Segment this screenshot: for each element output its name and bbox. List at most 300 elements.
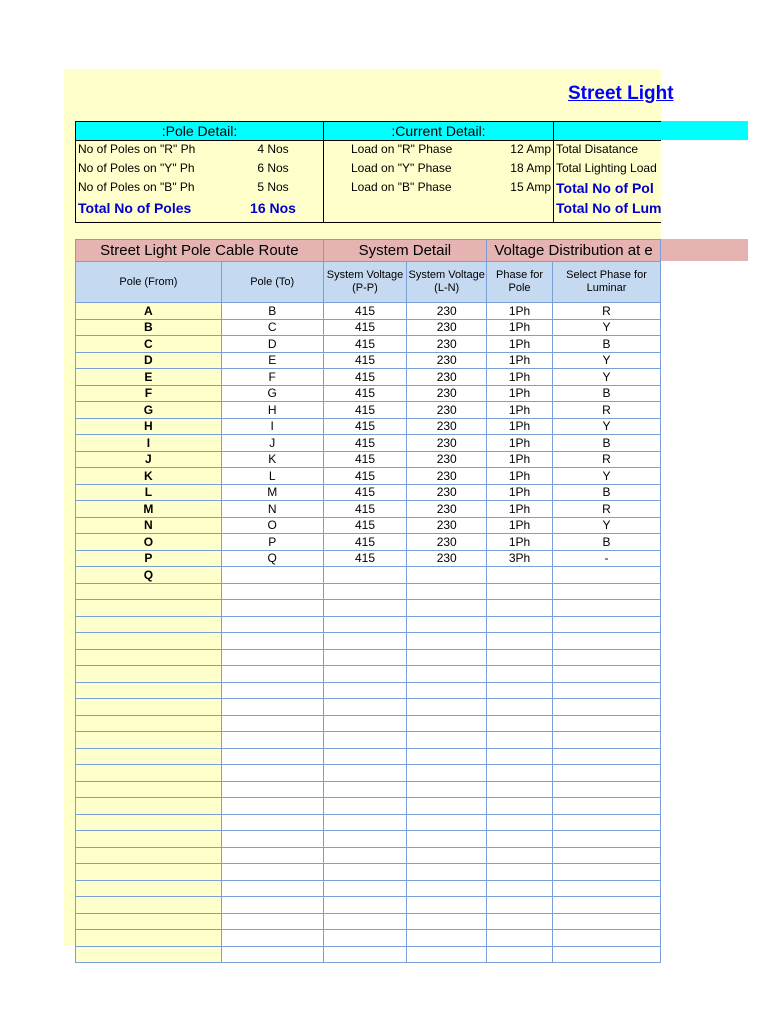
cell-pole-from[interactable]: Q bbox=[76, 567, 222, 584]
cell-pole-to[interactable]: O bbox=[221, 517, 323, 534]
cell-pole-to[interactable] bbox=[221, 781, 323, 798]
cell-phase-luminar[interactable] bbox=[553, 649, 661, 666]
cell-pole-to[interactable]: G bbox=[221, 385, 323, 402]
cell-phase-luminar[interactable] bbox=[553, 567, 661, 584]
pole-b-value: 5 Nos bbox=[257, 180, 289, 194]
cell-phase-pole[interactable] bbox=[487, 781, 553, 798]
cell-pole-from[interactable]: G bbox=[76, 402, 222, 419]
col-header-pole-to[interactable]: Pole (To) bbox=[221, 262, 323, 303]
cell-phase-luminar[interactable]: R bbox=[553, 501, 661, 518]
cell-phase-pole[interactable]: 1Ph bbox=[487, 319, 553, 336]
table-row bbox=[76, 451, 661, 468]
cell-pole-to[interactable] bbox=[221, 864, 323, 881]
table-row bbox=[76, 550, 661, 567]
table-row bbox=[76, 616, 661, 633]
cell-pole-to[interactable] bbox=[221, 847, 323, 864]
cell-voltage-pp[interactable]: 415 bbox=[323, 385, 407, 402]
cell-pole-to[interactable] bbox=[221, 649, 323, 666]
table-row bbox=[76, 600, 661, 617]
cell-phase-luminar[interactable] bbox=[553, 897, 661, 914]
summary-block bbox=[75, 121, 661, 223]
cell-phase-pole[interactable] bbox=[487, 616, 553, 633]
table-row bbox=[76, 501, 661, 518]
cell-voltage-pp[interactable] bbox=[323, 732, 407, 749]
table-row bbox=[76, 567, 661, 584]
cell-phase-pole[interactable] bbox=[487, 600, 553, 617]
table-row bbox=[76, 765, 661, 782]
cell-phase-luminar[interactable] bbox=[553, 666, 661, 683]
cell-phase-luminar[interactable]: Y bbox=[553, 369, 661, 386]
cell-phase-luminar[interactable]: R bbox=[553, 451, 661, 468]
cell-pole-from[interactable]: B bbox=[76, 319, 222, 336]
cell-pole-from[interactable]: N bbox=[76, 517, 222, 534]
table-row bbox=[76, 633, 661, 650]
cell-pole-to[interactable] bbox=[221, 682, 323, 699]
cell-phase-pole[interactable]: 3Ph bbox=[487, 550, 553, 567]
cell-pole-from[interactable] bbox=[76, 600, 222, 617]
cell-pole-from[interactable] bbox=[76, 913, 222, 930]
cell-phase-luminar[interactable] bbox=[553, 913, 661, 930]
cell-voltage-ln[interactable] bbox=[407, 715, 487, 732]
cell-pole-to[interactable] bbox=[221, 930, 323, 947]
table-row bbox=[76, 319, 661, 336]
group-header-route[interactable]: Street Light Pole Cable Route bbox=[76, 240, 324, 262]
cell-pole-from[interactable] bbox=[76, 880, 222, 897]
cell-phase-luminar[interactable] bbox=[553, 930, 661, 947]
cell-voltage-ln[interactable]: 230 bbox=[407, 501, 487, 518]
cell-phase-pole[interactable] bbox=[487, 748, 553, 765]
cell-voltage-ln[interactable] bbox=[407, 831, 487, 848]
table-row bbox=[76, 699, 661, 716]
cell-pole-from[interactable]: H bbox=[76, 418, 222, 435]
cell-phase-luminar[interactable] bbox=[553, 699, 661, 716]
cell-pole-to[interactable] bbox=[221, 732, 323, 749]
col-header-phase-pole[interactable]: Phase for Pole bbox=[487, 262, 553, 303]
cell-phase-luminar[interactable]: B bbox=[553, 484, 661, 501]
cell-pole-to[interactable]: F bbox=[221, 369, 323, 386]
cell-pole-from[interactable]: O bbox=[76, 534, 222, 551]
cell-pole-from[interactable] bbox=[76, 732, 222, 749]
cell-voltage-pp[interactable] bbox=[323, 831, 407, 848]
cable-route-table bbox=[75, 239, 661, 963]
cell-phase-luminar[interactable] bbox=[553, 798, 661, 815]
cell-voltage-pp[interactable]: 415 bbox=[323, 402, 407, 419]
col-header-phase-luminar[interactable]: Select Phase for Luminar bbox=[553, 262, 661, 303]
table-row bbox=[76, 517, 661, 534]
cell-phase-luminar[interactable]: B bbox=[553, 435, 661, 452]
cell-phase-luminar[interactable] bbox=[553, 616, 661, 633]
cell-voltage-ln[interactable] bbox=[407, 765, 487, 782]
cell-phase-pole[interactable] bbox=[487, 913, 553, 930]
cell-voltage-ln[interactable] bbox=[407, 616, 487, 633]
cell-pole-to[interactable] bbox=[221, 897, 323, 914]
cell-voltage-pp[interactable] bbox=[323, 748, 407, 765]
cell-voltage-pp[interactable] bbox=[323, 930, 407, 947]
cell-pole-to[interactable] bbox=[221, 765, 323, 782]
cell-pole-from[interactable] bbox=[76, 748, 222, 765]
cell-voltage-ln[interactable] bbox=[407, 814, 487, 831]
cell-voltage-pp[interactable] bbox=[323, 847, 407, 864]
cell-voltage-ln[interactable] bbox=[407, 583, 487, 600]
cell-pole-to[interactable] bbox=[221, 880, 323, 897]
cell-voltage-ln[interactable]: 230 bbox=[407, 550, 487, 567]
cell-voltage-pp[interactable] bbox=[323, 567, 407, 584]
cell-pole-from[interactable] bbox=[76, 666, 222, 683]
cell-voltage-ln[interactable] bbox=[407, 798, 487, 815]
cell-voltage-pp[interactable] bbox=[323, 649, 407, 666]
cell-phase-luminar[interactable] bbox=[553, 732, 661, 749]
cell-pole-from[interactable]: P bbox=[76, 550, 222, 567]
pole-r-value: 4 Nos bbox=[257, 142, 289, 156]
cell-pole-to[interactable] bbox=[221, 567, 323, 584]
col-header-pole-from[interactable]: Pole (From) bbox=[76, 262, 222, 303]
cell-voltage-pp[interactable] bbox=[323, 880, 407, 897]
cell-phase-pole[interactable]: 1Ph bbox=[487, 385, 553, 402]
cell-voltage-ln[interactable] bbox=[407, 649, 487, 666]
cell-voltage-pp[interactable]: 415 bbox=[323, 336, 407, 353]
cell-voltage-ln[interactable]: 230 bbox=[407, 517, 487, 534]
cell-pole-from[interactable]: M bbox=[76, 501, 222, 518]
cell-voltage-ln[interactable] bbox=[407, 864, 487, 881]
cell-voltage-ln[interactable] bbox=[407, 946, 487, 963]
cell-phase-luminar[interactable] bbox=[553, 600, 661, 617]
cell-voltage-ln[interactable]: 230 bbox=[407, 319, 487, 336]
cell-pole-to[interactable] bbox=[221, 946, 323, 963]
cell-voltage-pp[interactable] bbox=[323, 946, 407, 963]
cell-pole-to[interactable]: E bbox=[221, 352, 323, 369]
cell-pole-to[interactable]: I bbox=[221, 418, 323, 435]
cell-voltage-ln[interactable]: 230 bbox=[407, 484, 487, 501]
cell-voltage-pp[interactable] bbox=[323, 715, 407, 732]
cell-pole-from[interactable]: I bbox=[76, 435, 222, 452]
cell-phase-pole[interactable] bbox=[487, 715, 553, 732]
cell-phase-luminar[interactable]: R bbox=[553, 303, 661, 320]
table-row bbox=[76, 583, 661, 600]
cell-pole-from[interactable] bbox=[76, 583, 222, 600]
table-row bbox=[76, 748, 661, 765]
cell-phase-pole[interactable]: 1Ph bbox=[487, 534, 553, 551]
cell-pole-to[interactable] bbox=[221, 699, 323, 716]
cell-phase-luminar[interactable] bbox=[553, 781, 661, 798]
pole-grid bbox=[75, 239, 661, 963]
cell-voltage-ln[interactable] bbox=[407, 732, 487, 749]
table-row bbox=[76, 798, 661, 815]
cell-phase-pole[interactable] bbox=[487, 864, 553, 881]
cell-voltage-ln[interactable]: 230 bbox=[407, 468, 487, 485]
cell-voltage-ln[interactable]: 230 bbox=[407, 336, 487, 353]
cell-voltage-ln[interactable] bbox=[407, 666, 487, 683]
cell-phase-pole[interactable]: 1Ph bbox=[487, 484, 553, 501]
load-b-value: 15 Amp bbox=[510, 180, 551, 194]
current-detail-header[interactable]: :Current Detail: bbox=[323, 121, 554, 141]
cell-phase-luminar[interactable]: Y bbox=[553, 319, 661, 336]
cell-phase-luminar[interactable] bbox=[553, 946, 661, 963]
cell-pole-from[interactable]: J bbox=[76, 451, 222, 468]
cell-voltage-pp[interactable] bbox=[323, 600, 407, 617]
cell-pole-to[interactable] bbox=[221, 715, 323, 732]
cell-phase-luminar[interactable] bbox=[553, 583, 661, 600]
cell-pole-to[interactable] bbox=[221, 633, 323, 650]
cell-pole-from[interactable] bbox=[76, 946, 222, 963]
cell-voltage-pp[interactable] bbox=[323, 781, 407, 798]
cell-phase-luminar[interactable] bbox=[553, 880, 661, 897]
cell-voltage-ln[interactable]: 230 bbox=[407, 385, 487, 402]
cell-phase-luminar[interactable]: - bbox=[553, 550, 661, 567]
cell-pole-to[interactable]: K bbox=[221, 451, 323, 468]
cell-phase-pole[interactable] bbox=[487, 831, 553, 848]
table-row bbox=[76, 781, 661, 798]
cell-pole-from[interactable]: D bbox=[76, 352, 222, 369]
table-row bbox=[76, 385, 661, 402]
cell-pole-to[interactable]: P bbox=[221, 534, 323, 551]
cell-pole-from[interactable] bbox=[76, 864, 222, 881]
col-header-voltage-ln[interactable]: System Voltage (L-N) bbox=[407, 262, 487, 303]
table-row bbox=[76, 930, 661, 947]
cell-pole-from[interactable] bbox=[76, 847, 222, 864]
cell-pole-from[interactable] bbox=[76, 616, 222, 633]
cell-pole-from[interactable] bbox=[76, 814, 222, 831]
cell-phase-pole[interactable] bbox=[487, 649, 553, 666]
cell-voltage-pp[interactable]: 415 bbox=[323, 484, 407, 501]
cell-voltage-ln[interactable] bbox=[407, 930, 487, 947]
load-y-value: 18 Amp bbox=[510, 161, 551, 175]
cell-phase-pole[interactable] bbox=[487, 880, 553, 897]
cell-pole-from[interactable] bbox=[76, 649, 222, 666]
cell-voltage-pp[interactable] bbox=[323, 666, 407, 683]
cell-phase-pole[interactable]: 1Ph bbox=[487, 303, 553, 320]
cell-phase-luminar[interactable]: Y bbox=[553, 352, 661, 369]
total-distance-label: Total Disatance bbox=[556, 142, 639, 156]
cell-voltage-pp[interactable]: 415 bbox=[323, 550, 407, 567]
col-header-voltage-pp[interactable]: System Voltage (P-P) bbox=[323, 262, 407, 303]
cell-voltage-ln[interactable]: 230 bbox=[407, 402, 487, 419]
cell-voltage-pp[interactable] bbox=[323, 583, 407, 600]
cell-phase-pole[interactable] bbox=[487, 567, 553, 584]
cell-phase-pole[interactable]: 1Ph bbox=[487, 369, 553, 386]
cell-pole-from[interactable] bbox=[76, 781, 222, 798]
group-header-system[interactable]: System Detail bbox=[323, 240, 486, 262]
cell-voltage-pp[interactable]: 415 bbox=[323, 418, 407, 435]
cell-pole-from[interactable]: C bbox=[76, 336, 222, 353]
cell-pole-from[interactable] bbox=[76, 699, 222, 716]
cell-phase-luminar[interactable]: B bbox=[553, 534, 661, 551]
cell-phase-luminar[interactable]: B bbox=[553, 385, 661, 402]
cell-voltage-ln[interactable]: 230 bbox=[407, 418, 487, 435]
table-row bbox=[76, 946, 661, 963]
cell-voltage-pp[interactable] bbox=[323, 633, 407, 650]
cell-voltage-pp[interactable]: 415 bbox=[323, 435, 407, 452]
cell-phase-pole[interactable]: 1Ph bbox=[487, 352, 553, 369]
table-row bbox=[76, 732, 661, 749]
cell-phase-pole[interactable]: 1Ph bbox=[487, 336, 553, 353]
cell-voltage-ln[interactable]: 230 bbox=[407, 352, 487, 369]
cell-phase-luminar[interactable]: B bbox=[553, 336, 661, 353]
cell-phase-pole[interactable] bbox=[487, 666, 553, 683]
cell-phase-luminar[interactable] bbox=[553, 682, 661, 699]
cell-voltage-ln[interactable]: 230 bbox=[407, 369, 487, 386]
cell-phase-luminar[interactable] bbox=[553, 633, 661, 650]
cell-voltage-ln[interactable] bbox=[407, 682, 487, 699]
cell-phase-luminar[interactable]: Y bbox=[553, 517, 661, 534]
total-poles-label: Total No of Poles bbox=[78, 200, 192, 216]
table-row bbox=[76, 468, 661, 485]
cell-pole-from[interactable] bbox=[76, 798, 222, 815]
group-header-voltage[interactable]: Voltage Distribution at e bbox=[487, 240, 661, 262]
cell-pole-to[interactable] bbox=[221, 666, 323, 683]
cell-voltage-pp[interactable]: 415 bbox=[323, 517, 407, 534]
cell-voltage-ln[interactable] bbox=[407, 633, 487, 650]
cell-phase-pole[interactable]: 1Ph bbox=[487, 435, 553, 452]
cell-phase-pole[interactable] bbox=[487, 633, 553, 650]
cell-phase-pole[interactable] bbox=[487, 682, 553, 699]
cell-pole-to[interactable]: J bbox=[221, 435, 323, 452]
cell-phase-pole[interactable]: 1Ph bbox=[487, 402, 553, 419]
table-row bbox=[76, 897, 661, 914]
table-row bbox=[76, 847, 661, 864]
cell-voltage-pp[interactable] bbox=[323, 699, 407, 716]
cell-phase-pole[interactable]: 1Ph bbox=[487, 501, 553, 518]
cell-voltage-pp[interactable] bbox=[323, 814, 407, 831]
cell-pole-to[interactable]: M bbox=[221, 484, 323, 501]
cell-phase-pole[interactable]: 1Ph bbox=[487, 517, 553, 534]
cell-voltage-ln[interactable] bbox=[407, 897, 487, 914]
cell-voltage-ln[interactable] bbox=[407, 748, 487, 765]
cell-voltage-ln[interactable] bbox=[407, 699, 487, 716]
table-row bbox=[76, 831, 661, 848]
cell-phase-pole[interactable]: 1Ph bbox=[487, 451, 553, 468]
cell-voltage-pp[interactable]: 415 bbox=[323, 534, 407, 551]
load-y-label: Load on "Y" Phase bbox=[351, 161, 452, 175]
cell-pole-to[interactable] bbox=[221, 583, 323, 600]
cell-voltage-pp[interactable]: 415 bbox=[323, 501, 407, 518]
cell-voltage-pp[interactable]: 415 bbox=[323, 369, 407, 386]
cell-pole-to[interactable] bbox=[221, 814, 323, 831]
cell-pole-from[interactable]: F bbox=[76, 385, 222, 402]
pole-detail-header[interactable]: :Pole Detail: bbox=[75, 121, 324, 141]
cell-pole-from[interactable] bbox=[76, 715, 222, 732]
right-detail-header[interactable] bbox=[553, 121, 661, 141]
cell-pole-from[interactable] bbox=[76, 930, 222, 947]
cell-phase-pole[interactable] bbox=[487, 732, 553, 749]
cell-voltage-pp[interactable] bbox=[323, 682, 407, 699]
cell-pole-from[interactable]: A bbox=[76, 303, 222, 320]
cell-phase-pole[interactable] bbox=[487, 847, 553, 864]
cell-pole-from[interactable] bbox=[76, 633, 222, 650]
cell-phase-pole[interactable] bbox=[487, 765, 553, 782]
cell-pole-from[interactable]: L bbox=[76, 484, 222, 501]
table-row bbox=[76, 864, 661, 881]
cell-voltage-ln[interactable]: 230 bbox=[407, 451, 487, 468]
cell-phase-pole[interactable] bbox=[487, 814, 553, 831]
cell-voltage-ln[interactable] bbox=[407, 600, 487, 617]
cell-phase-luminar[interactable] bbox=[553, 864, 661, 881]
cell-pole-to[interactable] bbox=[221, 798, 323, 815]
cell-voltage-ln[interactable] bbox=[407, 781, 487, 798]
cell-pole-to[interactable] bbox=[221, 616, 323, 633]
cell-phase-pole[interactable]: 1Ph bbox=[487, 468, 553, 485]
cell-voltage-ln[interactable] bbox=[407, 847, 487, 864]
cell-pole-from[interactable] bbox=[76, 831, 222, 848]
cell-voltage-ln[interactable] bbox=[407, 880, 487, 897]
cell-voltage-pp[interactable]: 415 bbox=[323, 352, 407, 369]
sheet-title: Street Light bbox=[568, 83, 674, 104]
cell-voltage-pp[interactable]: 415 bbox=[323, 319, 407, 336]
cell-phase-luminar[interactable] bbox=[553, 715, 661, 732]
cell-pole-to[interactable]: N bbox=[221, 501, 323, 518]
cell-pole-from[interactable]: K bbox=[76, 468, 222, 485]
cell-pole-to[interactable]: H bbox=[221, 402, 323, 419]
cell-phase-luminar[interactable] bbox=[553, 748, 661, 765]
cell-voltage-pp[interactable] bbox=[323, 616, 407, 633]
cell-phase-luminar[interactable]: Y bbox=[553, 418, 661, 435]
cell-voltage-pp[interactable] bbox=[323, 897, 407, 914]
cell-phase-pole[interactable] bbox=[487, 583, 553, 600]
table-row bbox=[76, 369, 661, 386]
cell-phase-pole[interactable] bbox=[487, 930, 553, 947]
column-header-row bbox=[76, 262, 661, 303]
cell-pole-from[interactable] bbox=[76, 765, 222, 782]
pole-y-value: 6 Nos bbox=[257, 161, 289, 175]
cell-pole-to[interactable]: L bbox=[221, 468, 323, 485]
cell-voltage-pp[interactable] bbox=[323, 864, 407, 881]
cell-phase-pole[interactable] bbox=[487, 798, 553, 815]
cell-pole-to[interactable] bbox=[221, 913, 323, 930]
cell-phase-pole[interactable] bbox=[487, 946, 553, 963]
cell-voltage-pp[interactable]: 415 bbox=[323, 451, 407, 468]
cell-pole-from[interactable] bbox=[76, 682, 222, 699]
table-row bbox=[76, 913, 661, 930]
cell-voltage-ln[interactable]: 230 bbox=[407, 435, 487, 452]
cell-phase-luminar[interactable] bbox=[553, 831, 661, 848]
cell-phase-pole[interactable]: 1Ph bbox=[487, 418, 553, 435]
cell-voltage-ln[interactable]: 230 bbox=[407, 534, 487, 551]
table-row bbox=[76, 534, 661, 551]
cell-phase-luminar[interactable] bbox=[553, 814, 661, 831]
cell-voltage-pp[interactable]: 415 bbox=[323, 468, 407, 485]
table-row bbox=[76, 666, 661, 683]
cell-voltage-ln[interactable]: 230 bbox=[407, 303, 487, 320]
total-poles-value: 16 Nos bbox=[250, 200, 296, 216]
cell-phase-pole[interactable] bbox=[487, 699, 553, 716]
cell-phase-luminar[interactable] bbox=[553, 765, 661, 782]
cell-phase-pole[interactable] bbox=[487, 897, 553, 914]
cell-voltage-pp[interactable] bbox=[323, 765, 407, 782]
cell-voltage-pp[interactable] bbox=[323, 913, 407, 930]
cell-pole-to[interactable]: C bbox=[221, 319, 323, 336]
cell-pole-to[interactable]: Q bbox=[221, 550, 323, 567]
cell-phase-luminar[interactable] bbox=[553, 847, 661, 864]
cell-pole-to[interactable] bbox=[221, 600, 323, 617]
cell-pole-from[interactable] bbox=[76, 897, 222, 914]
cell-voltage-pp[interactable] bbox=[323, 798, 407, 815]
cell-pole-to[interactable] bbox=[221, 748, 323, 765]
group-header-row bbox=[76, 240, 661, 262]
cell-voltage-pp[interactable]: 415 bbox=[323, 303, 407, 320]
cell-voltage-ln[interactable] bbox=[407, 913, 487, 930]
cell-pole-to[interactable]: B bbox=[221, 303, 323, 320]
cell-pole-to[interactable] bbox=[221, 831, 323, 848]
table-row bbox=[76, 435, 661, 452]
cell-voltage-ln[interactable] bbox=[407, 567, 487, 584]
table-row bbox=[76, 303, 661, 320]
cell-phase-luminar[interactable]: R bbox=[553, 402, 661, 419]
cell-pole-to[interactable]: D bbox=[221, 336, 323, 353]
table-row bbox=[76, 402, 661, 419]
cell-pole-from[interactable]: E bbox=[76, 369, 222, 386]
pole-b-label: No of Poles on "B" Ph bbox=[78, 180, 195, 194]
total-luminar-label: Total No of Lum bbox=[556, 200, 662, 216]
cell-phase-luminar[interactable]: Y bbox=[553, 468, 661, 485]
